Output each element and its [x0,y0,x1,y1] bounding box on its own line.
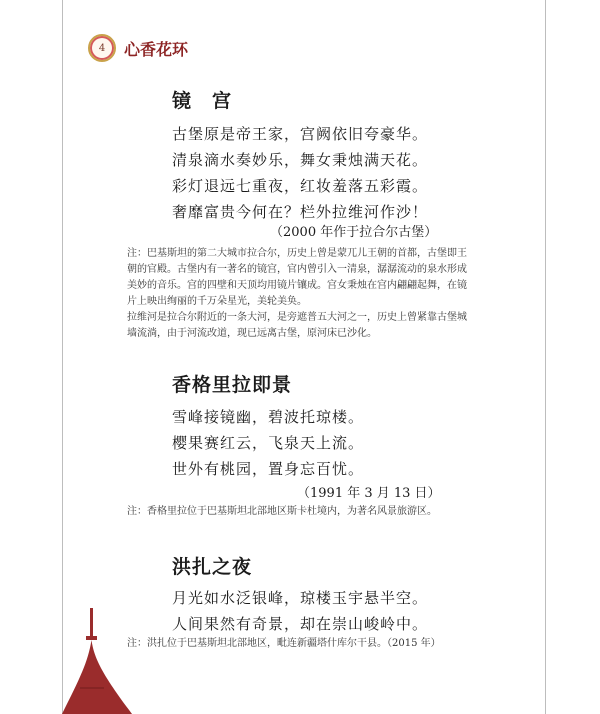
poem-line: 月光如水泛银峰，琼楼玉宇悬半空。 [172,589,429,607]
poem-line: 清泉滴水奏妙乐，舞女秉烛满天花。 [172,151,429,169]
poem-note [127,636,467,652]
poem-title-mirror-palace: 镜 宫 [172,90,233,112]
note-paragraph: 拉维河是拉合尔附近的一条大河，是旁遮普五大河之一，历史上曾紧靠古堡城墙流淌，由于河流改道，现已远离古堡，原河床已沙化。 [127,312,467,339]
poem-line: 人间果然有奇景，却在崇山峻岭中。 [172,615,429,633]
poem-line: 世外有桃园，置身忘百忧。 [172,460,365,478]
poem-title-shangri-la: 香格里拉即景 [172,374,293,396]
poem-body-mirror-palace [172,121,428,225]
book-title: 心香花环 [124,39,189,59]
poem-body-hunza-night [172,585,428,637]
poem-note [127,504,467,520]
poem-signature: （2000 年作于拉合尔古堡） [270,225,438,240]
poem-body-shangri-la [172,404,364,482]
page-number-badge [88,34,116,62]
poem-line: 奢靡富贵今何在？栏外拉维河作沙！ [172,203,429,221]
running-header [88,34,188,62]
poem-line: 樱果赛红云，飞泉天上流。 [172,434,365,452]
note-paragraph: 注：香格里拉位于巴基斯坦北部地区斯卡杜境内，为著名风景旅游区。 [127,506,437,517]
poem-title-hunza-night: 洪扎之夜 [172,556,253,578]
poem-note [127,246,467,342]
poem-line: 彩灯退远七重夜，红妆羞落五彩霞。 [172,177,429,195]
poem-line: 雪峰接镜幽，碧波托琼楼。 [172,408,365,426]
minaret-crescent-icon [60,578,140,714]
note-paragraph: 注：洪扎位于巴基斯坦北部地区，毗连新疆塔什库尔干县。（2015 年） [127,638,441,649]
page-number: 4 [98,42,106,54]
poem-line: 古堡原是帝王家，宫阙依旧夸豪华。 [172,125,429,143]
note-paragraph: 注：巴基斯坦的第二大城市拉合尔，历史上曾是蒙兀儿王朝的首都，古堡即王朝的官殿。古堡内有一著名的镜宫，官内曾引入一清泉，潺潺流动的泉水形成美妙的音乐。宫的四壁和天顶均用镜片镶成。宫女秉烛在宫内翩翩起舞，在镜片上映出绚丽的千万朵星光，美轮美奂。 [127,248,467,307]
poem-signature: （1991 年 3 月 13 日） [297,486,441,501]
